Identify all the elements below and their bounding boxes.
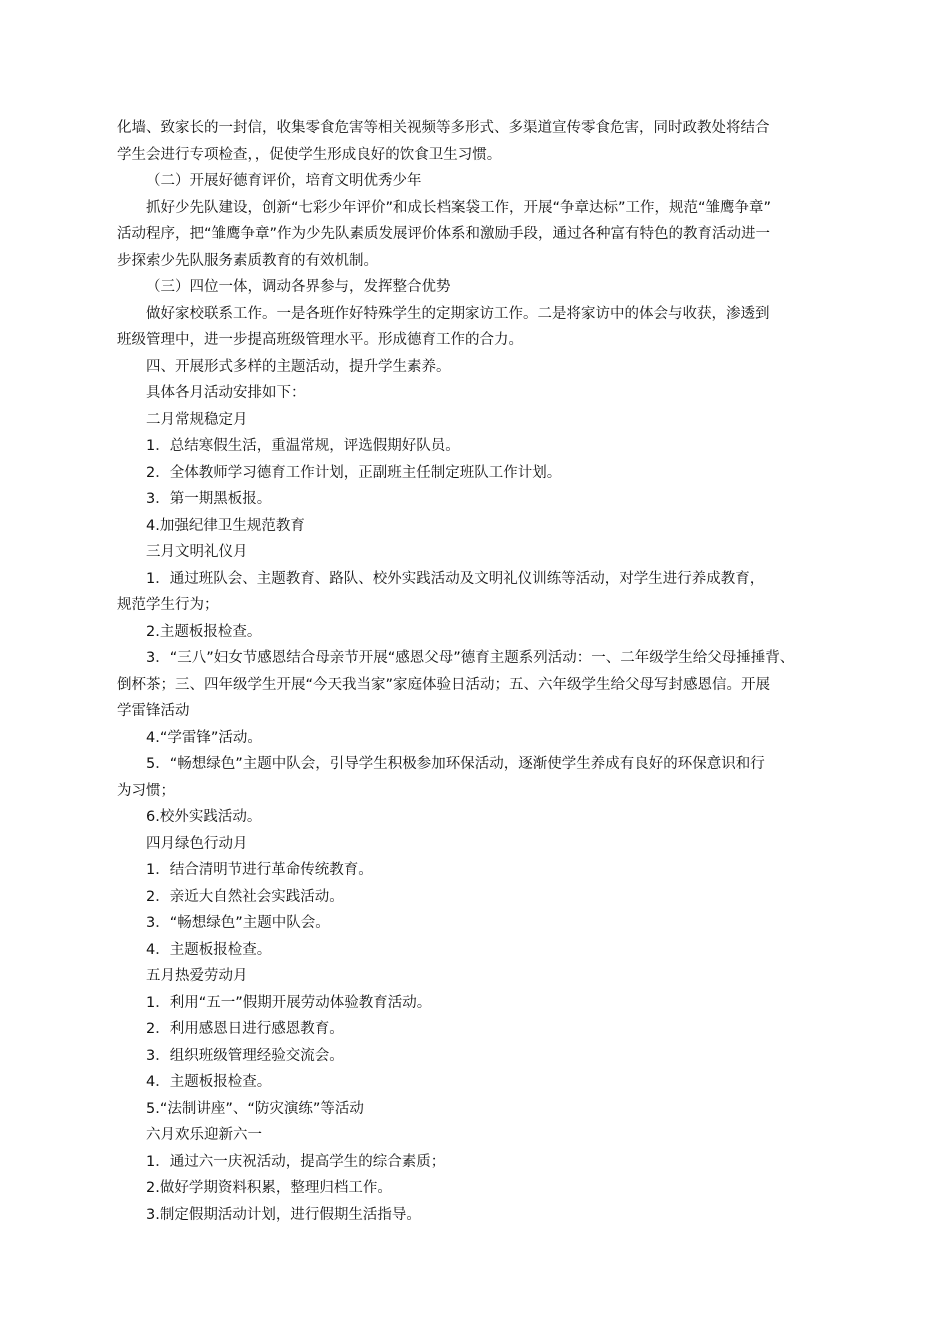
text-line: 抓好少先队建设，创新“七彩少年评价”和成长档案袋工作，开展“争章达标”工作，规范“雏鹰争章” [146,199,772,216]
text-line: 活动程序，把“雏鹰争章”作为少先队素质发展评价体系和激励手段，通过各种富有特色的教育活动进一 [117,226,771,242]
text-line: 2.主题板报检查。 [146,623,262,640]
text-line: 学生会进行专项检查，，促使学生形成良好的饮食卫生习惯。 [117,146,502,163]
text-line: 化墙、致家长的一封信，收集零食危害等相关视频等多形式、多渠道宣传零食危害，同时政教处将结合 [117,120,770,136]
text-line: 4.“学雷锋”活动。 [146,729,262,746]
text-line: 1．总结寒假生活，重温常规，评选假期好队员。 [146,438,460,454]
text-line: 四、开展形式多样的主题活动，提升学生素养。 [146,358,451,375]
text-line: 六月欢乐迎新六一 [146,1127,262,1143]
text-line: 3.制定假期活动计划，进行假期生活指导。 [146,1206,421,1223]
text-line: 为习惯； [117,782,175,799]
text-line: 做好家校联系工作。一是各班作好特殊学生的定期家访工作。二是将家访中的体会与收获，渗透到 [146,305,770,322]
text-line: 三月文明礼仪月 [146,544,248,560]
text-line: 3．“三八”妇女节感恩结合母亲节开展“感恩父母”德育主题系列活动：一、二年级学生给父母捶捶背、 [146,650,795,666]
text-line: 二月常规稳定月 [146,411,248,428]
text-line: 5.“法制讲座”、“防灾演练”等活动 [146,1100,364,1117]
text-line: 步探索少先队服务素质教育的有效机制。 [117,252,378,269]
text-line: 2．亲近大自然社会实践活动。 [146,888,344,905]
text-line: 3．第一期黑板报。 [146,491,272,507]
text-line: （三）四位一体，调动各界参与，发挥整合优势 [146,279,451,295]
text-line: 6.校外实践活动。 [146,809,262,825]
text-line: 四月绿色行动月 [146,835,248,852]
text-line: 4．主题板报检查。 [146,1074,272,1090]
text-line: 班级管理中，进一步提高班级管理水平。形成德育工作的合力。 [117,332,523,348]
text-line: 4.加强纪律卫生规范教育 [146,517,305,534]
text-line: 2.做好学期资料积累，整理归档工作。 [146,1180,392,1196]
text-line: 1．通过班队会、主题教育、路队、校外实践活动及文明礼仪训练等活动，对学生进行养成教育， [146,570,765,587]
text-line: （二）开展好德育评价，培育文明优秀少年 [146,173,422,189]
text-line: 3．“畅想绿色”主题中队会。 [146,915,330,931]
text-line: 2．利用感恩日进行感恩教育。 [146,1021,344,1037]
text-line: 1．通过六一庆祝活动，提高学生的综合素质； [146,1153,446,1170]
text-line: 学雷锋活动 [117,703,190,719]
document-body [117,115,837,1228]
text-line: 规范学生行为； [117,597,219,613]
text-line: 具体各月活动安排如下： [146,385,306,401]
text-line: 1．利用“五一”假期开展劳动体验教育活动。 [146,994,432,1011]
text-line: 倒杯茶；三、四年级学生开展“今天我当家”家庭体验日活动；五、六年级学生给父母写封感恩信。开展 [117,676,771,693]
text-line: 2．全体教师学习德育工作计划，正副班主任制定班队工作计划。 [146,464,562,481]
text-line: 3．组织班级管理经验交流会。 [146,1047,344,1064]
text-line: 5．“畅想绿色”主题中队会，引导学生积极参加环保活动，逐渐使学生养成有良好的环保意识和行 [146,756,765,772]
text-line: 五月热爱劳动月 [146,968,248,984]
text-line: 4．主题板报检查。 [146,941,272,958]
text-line: 1．结合清明节进行革命传统教育。 [146,862,373,878]
